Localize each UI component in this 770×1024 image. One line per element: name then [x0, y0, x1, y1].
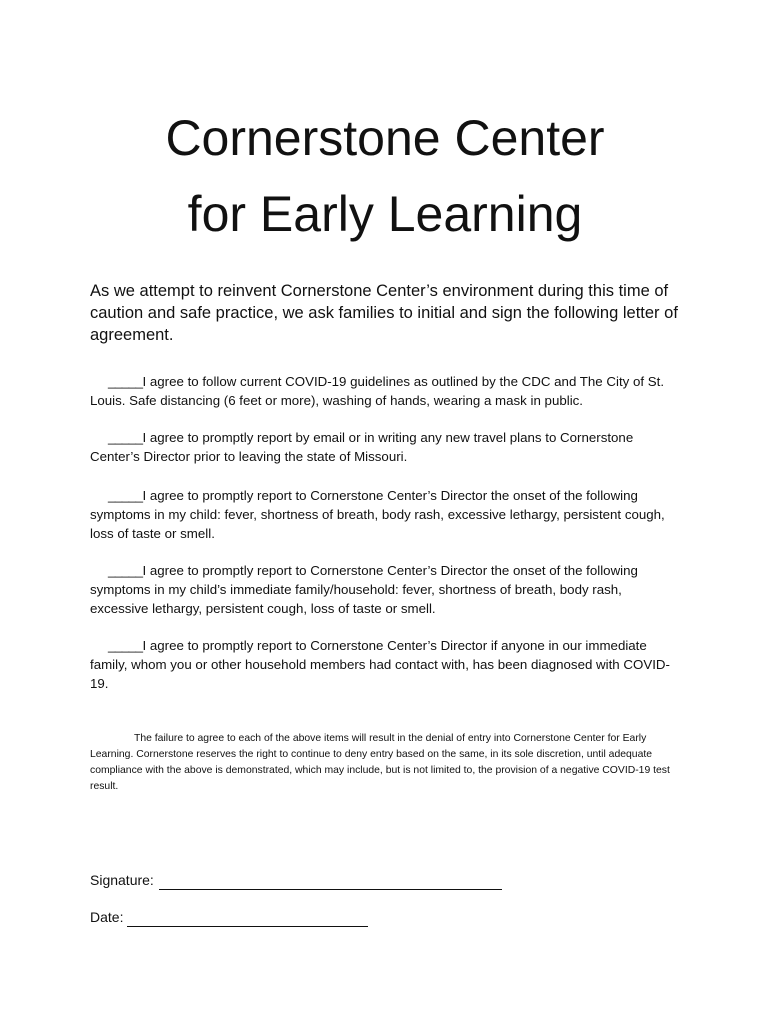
page-title — [0, 100, 770, 252]
disclaimer-paragraph: The failure to agree to each of the above items will result in the denial of entry into Cornerstone Center for Early Learning. Cornerstone reserves the right to continue to deny entry based on the same, in its sole discretion, until adequate compliance with the above is demonstrated, which may include, but is not limited to, the provision of a negative COVID-19 test result. — [90, 733, 670, 792]
agreement-item — [90, 486, 680, 543]
intro-paragraph: As we attempt to reinvent Cornerstone Center’s environment during this time of caution and safe practice, we ask families to initial and sign the following letter of agreement. — [90, 282, 678, 344]
title-line-1: Cornerstone Center — [165, 110, 605, 166]
agreement-item-text: I agree to follow current COVID-19 guidelines as outlined by the CDC and The City of St. Louis. Safe distancing (6 feet or more), washing of hands, wearing a mask in public. — [90, 374, 665, 408]
signature-line[interactable] — [159, 872, 502, 890]
date-line[interactable] — [127, 909, 368, 927]
agreement-items — [90, 372, 680, 711]
title-line-2: for Early Learning — [187, 186, 583, 242]
signature-label: Signature: — [90, 872, 154, 888]
initial-blank[interactable]: _____ — [108, 430, 143, 445]
agreement-item — [90, 561, 680, 618]
agreement-item — [90, 372, 680, 410]
initial-blank[interactable]: _____ — [108, 488, 143, 503]
agreement-item-text: I agree to promptly report to Cornerstone Center’s Director if anyone in our immediate family, whom you or other household members had contact with, has been diagnosed with COVID-19. — [90, 638, 670, 691]
initial-blank[interactable]: _____ — [108, 563, 143, 578]
date-row — [90, 907, 368, 927]
initial-blank[interactable]: _____ — [108, 638, 143, 653]
agreement-item — [90, 636, 680, 693]
date-label: Date: — [90, 909, 124, 925]
agreement-item-text: I agree to promptly report to Cornerstone Center’s Director the onset of the following symptoms in my child’s immediate family/household: fever, shortness of breath, body rash, excessive lethargy, persistent cough, loss of taste or smell. — [90, 563, 638, 616]
agreement-item — [90, 428, 680, 466]
signature-row — [90, 870, 502, 890]
agreement-item-text: I agree to promptly report by email or in writing any new travel plans to Cornerstone Center’s Director prior to leaving the state of Missouri. — [90, 430, 634, 464]
agreement-item-text: I agree to promptly report to Cornerstone Center’s Director the onset of the following symptoms in my child: fever, shortness of breath, body rash, excessive lethargy, persistent cough, loss of taste or smell. — [90, 488, 665, 541]
initial-blank[interactable]: _____ — [108, 374, 143, 389]
